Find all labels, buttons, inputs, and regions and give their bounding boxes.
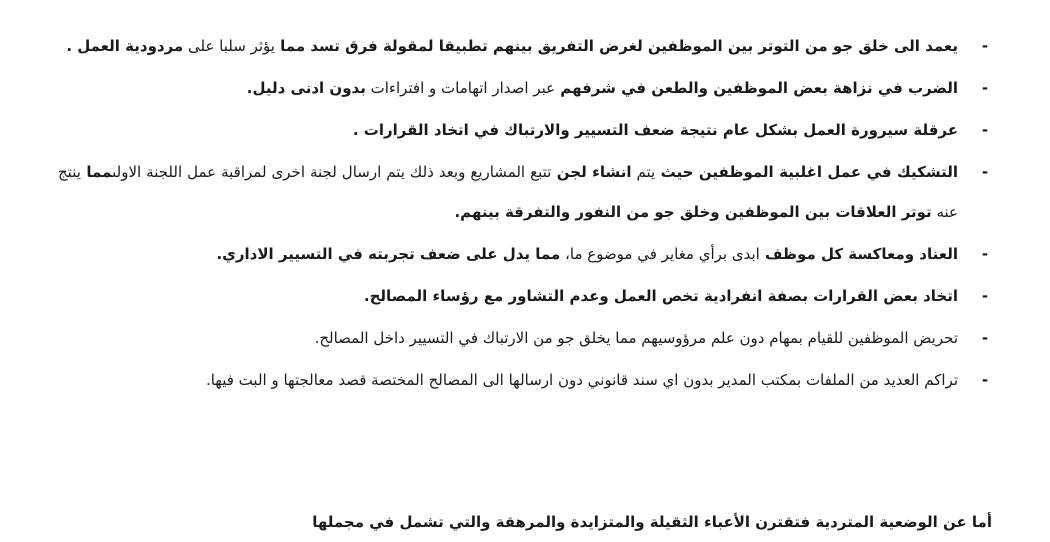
text-segment: يتم bbox=[631, 163, 656, 181]
cutoff-paragraph-line: أما عن الوضعية المتردية فتقترن الأعباء الثقيلة والمتزايدة والمرهقة والتي تشمل في مجملها bbox=[312, 513, 992, 531]
bullet-marker: - bbox=[981, 371, 989, 389]
text-segment: ينتج عنه bbox=[58, 163, 958, 221]
text-segment: مما bbox=[80, 163, 113, 181]
list-item bbox=[58, 110, 992, 150]
text-segment: تحريض الموظفين للقيام بمهام دون علم مرؤوسيهم مما يخلق جو من الارتباك في التسيير داخل المصالح. bbox=[314, 329, 958, 347]
list-item bbox=[58, 360, 992, 400]
list-item bbox=[58, 26, 992, 66]
item-text bbox=[364, 287, 958, 305]
text-segment: اتخاد بعض القرارات بصفة انفرادية تخص العمل وعدم التشاور مع رؤساء المصالح. bbox=[363, 287, 958, 305]
bullet-marker: - bbox=[981, 163, 989, 181]
item-text bbox=[206, 371, 958, 389]
list-item bbox=[58, 318, 992, 358]
item-text bbox=[216, 245, 958, 263]
list-item bbox=[58, 234, 992, 274]
text-segment: تتبع المشاريع وبعد ذلك يتم ارسال لجنة اخرى لمراقبة عمل اللجنة الاولى bbox=[112, 163, 552, 181]
bullet-marker: - bbox=[981, 287, 989, 305]
bullet-list bbox=[58, 26, 992, 402]
text-segment: الضرب في نزاهة بعض الموظفين والطعن في شرفهم bbox=[555, 79, 958, 97]
text-segment: العناد ومعاكسة كل موظف bbox=[759, 245, 958, 263]
text-segment: التشكيك في عمل اغلبية الموظفين حيث bbox=[655, 163, 958, 181]
list-item bbox=[58, 152, 992, 232]
item-text bbox=[66, 37, 958, 55]
text-segment: مردودية العمل . bbox=[66, 37, 184, 55]
text-segment: بدون ادنى دليل. bbox=[246, 79, 366, 97]
bullet-marker: - bbox=[981, 121, 989, 139]
list-item bbox=[58, 276, 992, 316]
item-text bbox=[58, 163, 958, 221]
text-segment: انشاء لجن bbox=[551, 163, 632, 181]
item-text bbox=[353, 121, 958, 139]
text-segment: عرقلة سيرورة العمل بشكل عام نتيجة ضعف التسيير والارتباك في اتخاد القرارات . bbox=[352, 121, 958, 139]
text-segment: مما يدل على ضعف تجربته في التسيير الاداري. bbox=[216, 245, 561, 263]
text-segment: يؤثر سلبا على bbox=[183, 37, 275, 55]
item-text bbox=[247, 79, 958, 97]
text-segment: ابدى برأي مغاير في موضوع ما، bbox=[560, 245, 760, 263]
bullet-marker: - bbox=[981, 37, 989, 55]
text-segment: تراكم العديد من الملفات بمكتب المدير بدون اي سند قانوني دون ارسالها الى المصالح المختصة قصد معالجتها و البت فيها. bbox=[205, 371, 958, 389]
item-text bbox=[315, 329, 958, 347]
text-segment: عبر اصدار اتهامات و افتراءات bbox=[365, 79, 556, 97]
bullet-marker: - bbox=[981, 245, 989, 263]
text-segment: توتر العلاقات بين الموظفين وخلق جو من النفور والتفرقة بينهم. bbox=[454, 203, 932, 221]
text-segment: يعمد الى خلق جو من التوتر بين الموظفين لغرض التفريق بينهم تطبيقا لمقولة فرق تسد مما bbox=[274, 37, 958, 55]
bullet-marker: - bbox=[981, 329, 989, 347]
list-item bbox=[58, 68, 992, 108]
bullet-marker: - bbox=[981, 79, 989, 97]
